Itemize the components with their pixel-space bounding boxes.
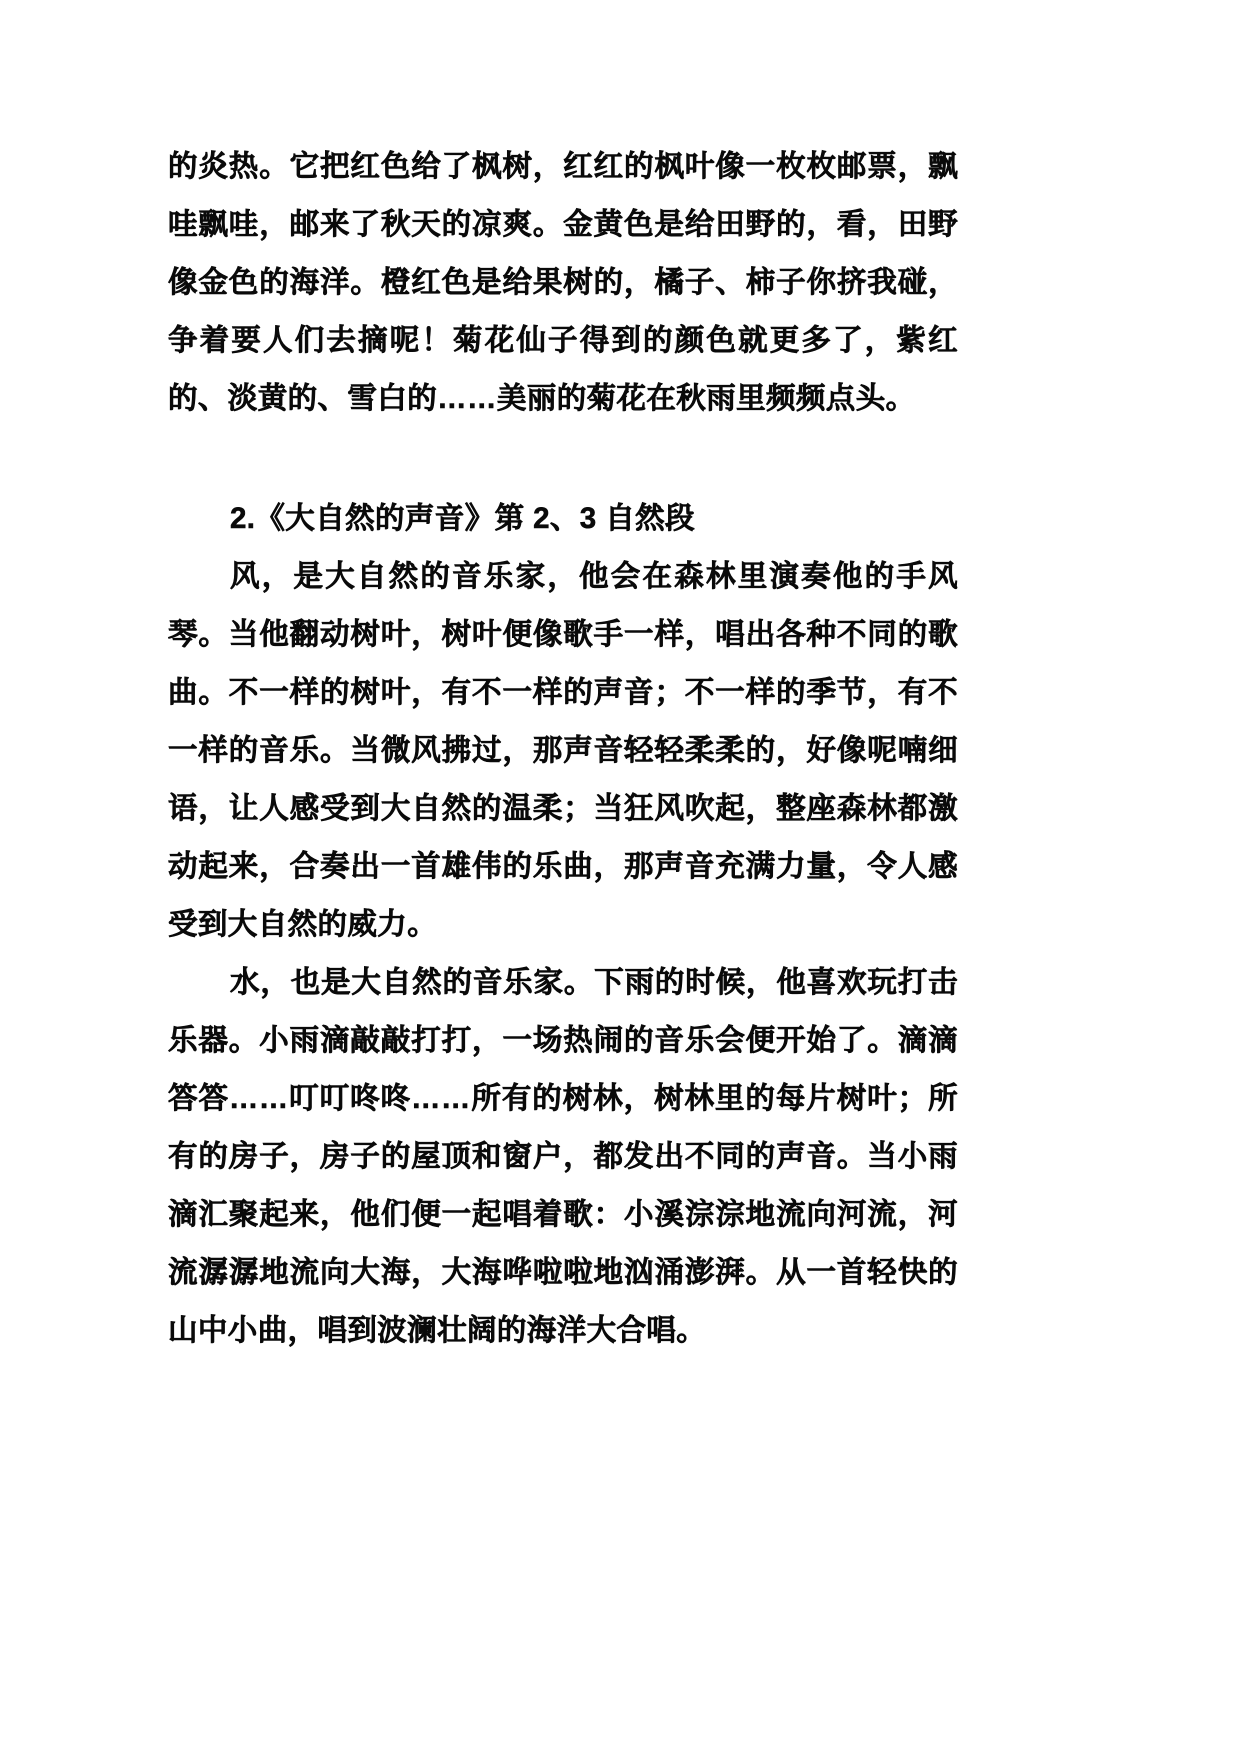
heading-nature-sounds: 2.《大自然的声音》第 2、3 自然段	[230, 502, 695, 535]
paragraph-wind: 风，是大自然的音乐家，他会在森林里演奏他的手风琴。当他翻动树叶，树叶便像歌手一样，唱出各种不同的歌曲。不一样的树叶，有不一样的声音；不一样的季节，有不一样的音乐。当微风拂过，那声音轻轻柔柔的，好像呢喃细语，让人感受到大自然的温柔；当狂风吹起，整座森林都激动起来，合奏出一首雄伟的乐曲，那声音充满力量，令人感受到大自然的威力。	[168, 560, 958, 941]
paragraph-water: 水，也是大自然的音乐家。下雨的时候，他喜欢玩打击乐器。小雨滴敲敲打打，一场热闹的音乐会便开始了。滴滴答答……叮叮咚咚……所有的树林，树林里的每片树叶；所有的房子，房子的屋顶和窗户，都发出不同的声音。当小雨滴汇聚起来，他们便一起唱着歌：小溪淙淙地流向河流，河流潺潺地流向大海，大海哗啦啦地汹涌澎湃。从一首轻快的山中小曲，唱到波澜壮阔的海洋大合唱。	[168, 966, 958, 1347]
section-spacer	[168, 428, 958, 490]
document-content	[168, 138, 958, 1360]
paragraph-autumn-rain: 的炎热。它把红色给了枫树，红红的枫叶像一枚枚邮票，飘哇飘哇，邮来了秋天的凉爽。金黄色是给田野的，看，田野像金色的海洋。橙红色是给果树的，橘子、柿子你挤我碰，争着要人们去摘呢！菊花仙子得到的颜色就更多了，紫红的、淡黄的、雪白的……美丽的菊花在秋雨里频频点头。	[168, 150, 958, 415]
